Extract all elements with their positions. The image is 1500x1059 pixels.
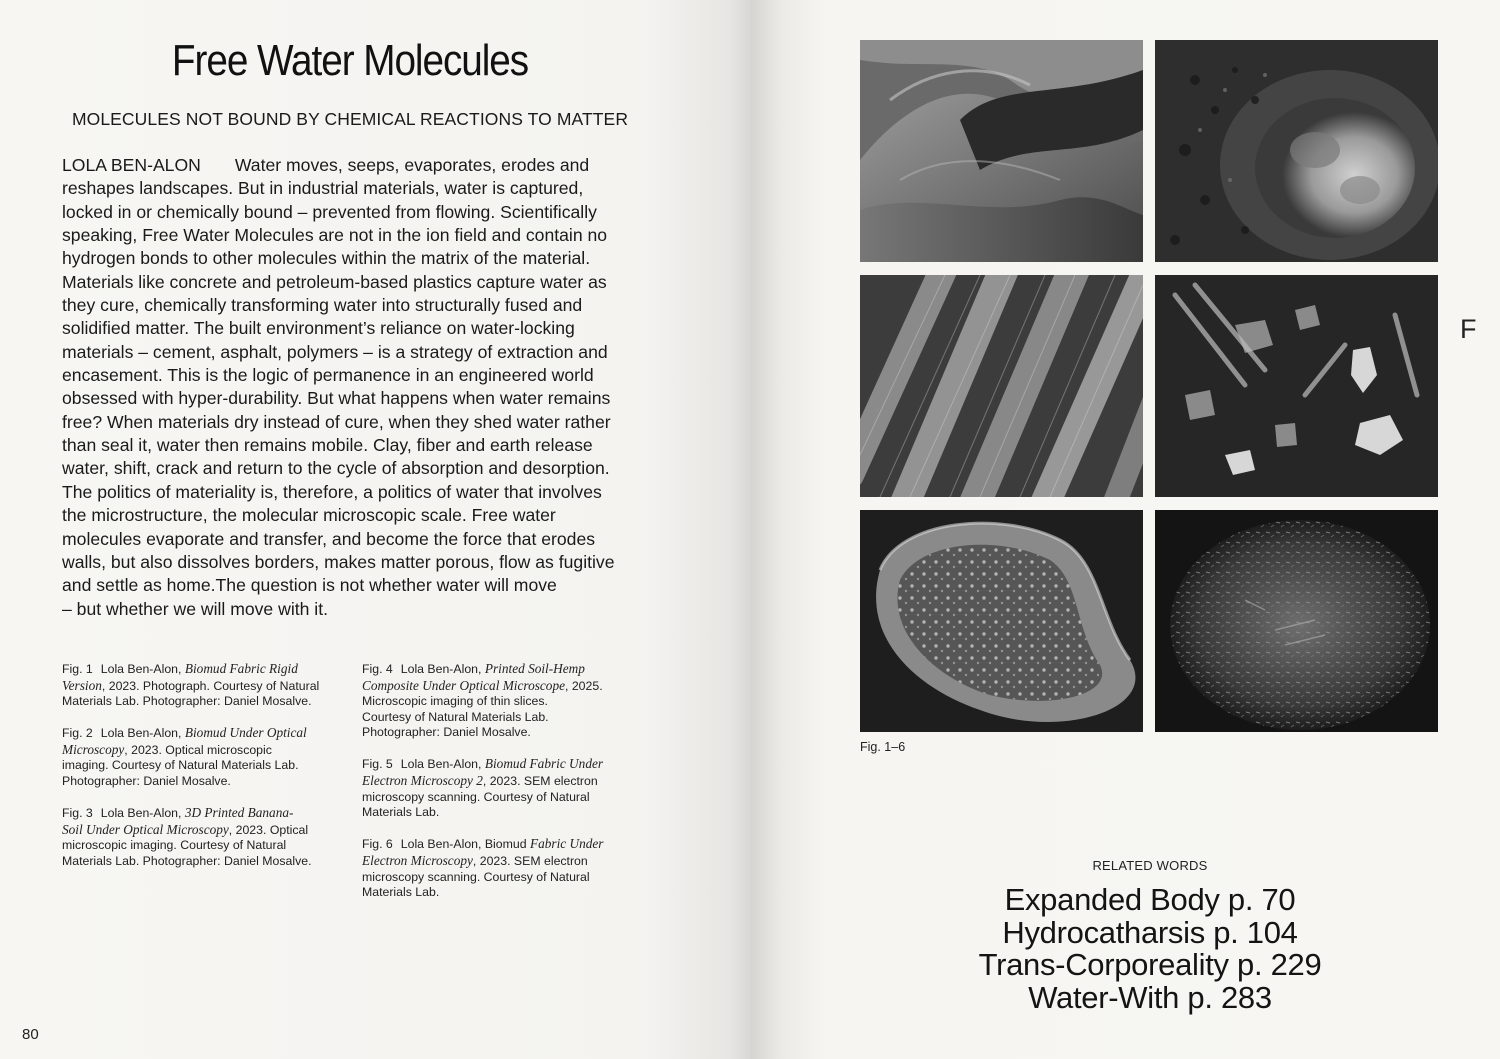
artwork-title: Soil Under Optical Microscopy	[62, 821, 229, 837]
caption-line: Materials Lab.	[362, 805, 440, 820]
caption-line: microscopic imaging. Courtesy of Natural	[62, 838, 287, 853]
figure-number: Fig. 1	[62, 662, 93, 676]
caption-line: Fig. 6 Lola Ben-Alon, Biomud Fabric Under	[362, 836, 604, 852]
artwork-title: Biomud Fabric Rigid	[184, 661, 298, 676]
body-line: locked in or chemically bound – prevented from flowing. Scientifically	[62, 201, 597, 222]
caption-line: Composite Under Optical Microscope, 2025.	[362, 677, 603, 693]
body-line: free? When materials dry instead of cure, when they shed water rather	[62, 411, 611, 432]
body-line: reshapes landscapes. But in industrial materials, water is captured,	[62, 178, 584, 199]
caption-line: Materials Lab. Photographer: Daniel Mosalve.	[62, 694, 312, 709]
body-line-first	[62, 154, 634, 177]
figure-number: Fig. 6	[362, 837, 393, 852]
body-line: they cure, chemically transforming water into structurally fused and	[62, 295, 583, 316]
caption-line: Fig. 2 Lola Ben-Alon, Biomud Under Optical	[62, 725, 307, 741]
artwork-title: Microscopy	[62, 741, 125, 757]
related-words-heading: RELATED WORDS	[1092, 858, 1208, 873]
caption-line: Fig. 4 Lola Ben-Alon, Printed Soil-Hemp	[362, 661, 585, 676]
body-line: speaking, Free Water Molecules are not in the ion field and contain no	[62, 225, 608, 246]
caption-line: Soil Under Optical Microscopy, 2023. Optical	[62, 821, 309, 837]
body-line: – but whether we will move with it.	[62, 598, 328, 619]
figure-range-label: Fig. 1–6	[860, 740, 906, 754]
article-title: Free Water Molecules	[171, 36, 529, 85]
section-letter: F	[1460, 314, 1477, 344]
caption-line: Microscopy, 2023. Optical microscopic	[62, 741, 272, 757]
artwork-title: Fabric Under	[529, 836, 604, 852]
related-word: Trans-Corporeality p. 229	[978, 947, 1322, 982]
artwork-title: Electron Microscopy	[362, 852, 473, 868]
page-number: 80	[22, 1026, 39, 1043]
related-words-list	[930, 884, 1370, 1014]
figure-caption	[362, 756, 632, 820]
artwork-title: 3D Printed Banana-	[184, 805, 294, 821]
caption-line: Materials Lab.	[362, 885, 440, 900]
fig-4-photo	[1155, 275, 1438, 497]
caption-line: Fig. 5 Lola Ben-Alon, Biomud Fabric Under	[362, 756, 604, 772]
body-line: hydrogen bonds to other molecules within the matrix of the material.	[62, 248, 591, 269]
caption-line: imaging. Courtesy of Natural Materials Lab.	[62, 758, 299, 773]
artwork-title: Biomud Fabric Under	[484, 756, 604, 772]
fig-6-photo	[1155, 510, 1438, 732]
figure-caption	[362, 661, 632, 741]
body-line: Water moves, seeps, evaporates, erodes and	[234, 155, 590, 175]
caption-line: Photographer: Daniel Mosalve.	[62, 774, 231, 789]
fig-5-photo	[860, 510, 1143, 732]
figure-number: Fig. 4	[362, 662, 393, 676]
caption-line: Fig. 3 Lola Ben-Alon, 3D Printed Banana-	[62, 805, 294, 821]
artwork-title: Version	[62, 677, 102, 693]
figure-caption	[62, 661, 347, 710]
caption-line: Fig. 1 Lola Ben-Alon, Biomud Fabric Rigid	[62, 661, 298, 676]
caption-line: Version, 2023. Photograph. Courtesy of Natural	[62, 677, 320, 693]
body-line: encasement. This is the logic of permanence in an engineered world	[62, 365, 594, 386]
body-line: than seal it, water then remains mobile. Clay, fiber and earth release	[62, 435, 593, 456]
fig-2-photo	[1155, 40, 1438, 262]
captions-column-2	[362, 661, 632, 916]
caption-line: Microscopic imaging of thin slices.	[362, 694, 548, 709]
caption-line: microscopy scanning. Courtesy of Natural	[362, 789, 590, 804]
body-line: water, shift, crack and return to the cycle of absorption and desorption.	[62, 458, 610, 479]
fig-3-photo	[860, 275, 1143, 497]
figure-caption	[362, 836, 632, 900]
figure-number: Fig. 2	[62, 726, 93, 741]
figure-number: Fig. 5	[362, 757, 393, 772]
artwork-title: Biomud Under Optical	[184, 725, 307, 741]
author-name: LOLA BEN-ALON	[62, 155, 201, 175]
caption-line: microscopy scanning. Courtesy of Natural	[362, 869, 590, 884]
article-subtitle: MOLECULES NOT BOUND BY CHEMICAL REACTIONS TO MATTER	[71, 109, 629, 129]
figure-caption	[62, 805, 347, 869]
body-line: solidified matter. The built environment’s reliance on water-locking	[62, 318, 575, 339]
body-line: the microstructure, the molecular microscopic scale. Free water	[62, 505, 556, 526]
related-word: Expanded Body p. 70	[1004, 882, 1296, 917]
caption-line: Electron Microscopy, 2023. SEM electron	[362, 852, 588, 868]
fig-1-photo	[860, 40, 1143, 262]
body-line: molecules evaporate and transfer, and become the force that erodes	[62, 528, 596, 549]
related-word: Hydrocatharsis p. 104	[1002, 914, 1298, 950]
body-line: and settle as home.The question is not whether water will move	[62, 575, 557, 596]
artwork-title: Electron Microscopy 2	[362, 773, 483, 789]
artwork-title: Printed Soil-Hemp	[484, 661, 585, 676]
body-line: obsessed with hyper-durability. But what happens when water remains	[62, 388, 611, 409]
body-line: materials – cement, asphalt, polymers – is a strategy of extraction and	[62, 341, 608, 362]
body-line: Materials like concrete and petroleum-based plastics capture water as	[62, 271, 607, 292]
related-word: Water-With p. 283	[1028, 979, 1272, 1015]
caption-line: Electron Microscopy 2, 2023. SEM electron	[362, 773, 598, 789]
caption-line: Courtesy of Natural Materials Lab.	[362, 709, 549, 724]
caption-line: Materials Lab. Photographer: Daniel Mosalve.	[62, 853, 312, 868]
caption-line: Photographer: Daniel Mosalve.	[362, 725, 531, 740]
captions-column-1	[62, 661, 347, 885]
figure-caption	[62, 725, 347, 789]
artwork-title: Composite Under Optical Microscope	[362, 677, 565, 693]
article-body	[62, 154, 634, 621]
body-line: The politics of materiality is, therefore, a politics of water that involves	[62, 481, 602, 502]
body-line: walls, but also dissolves borders, makes matter porous, flow as fugitive	[62, 551, 615, 572]
figure-number: Fig. 3	[62, 806, 93, 821]
